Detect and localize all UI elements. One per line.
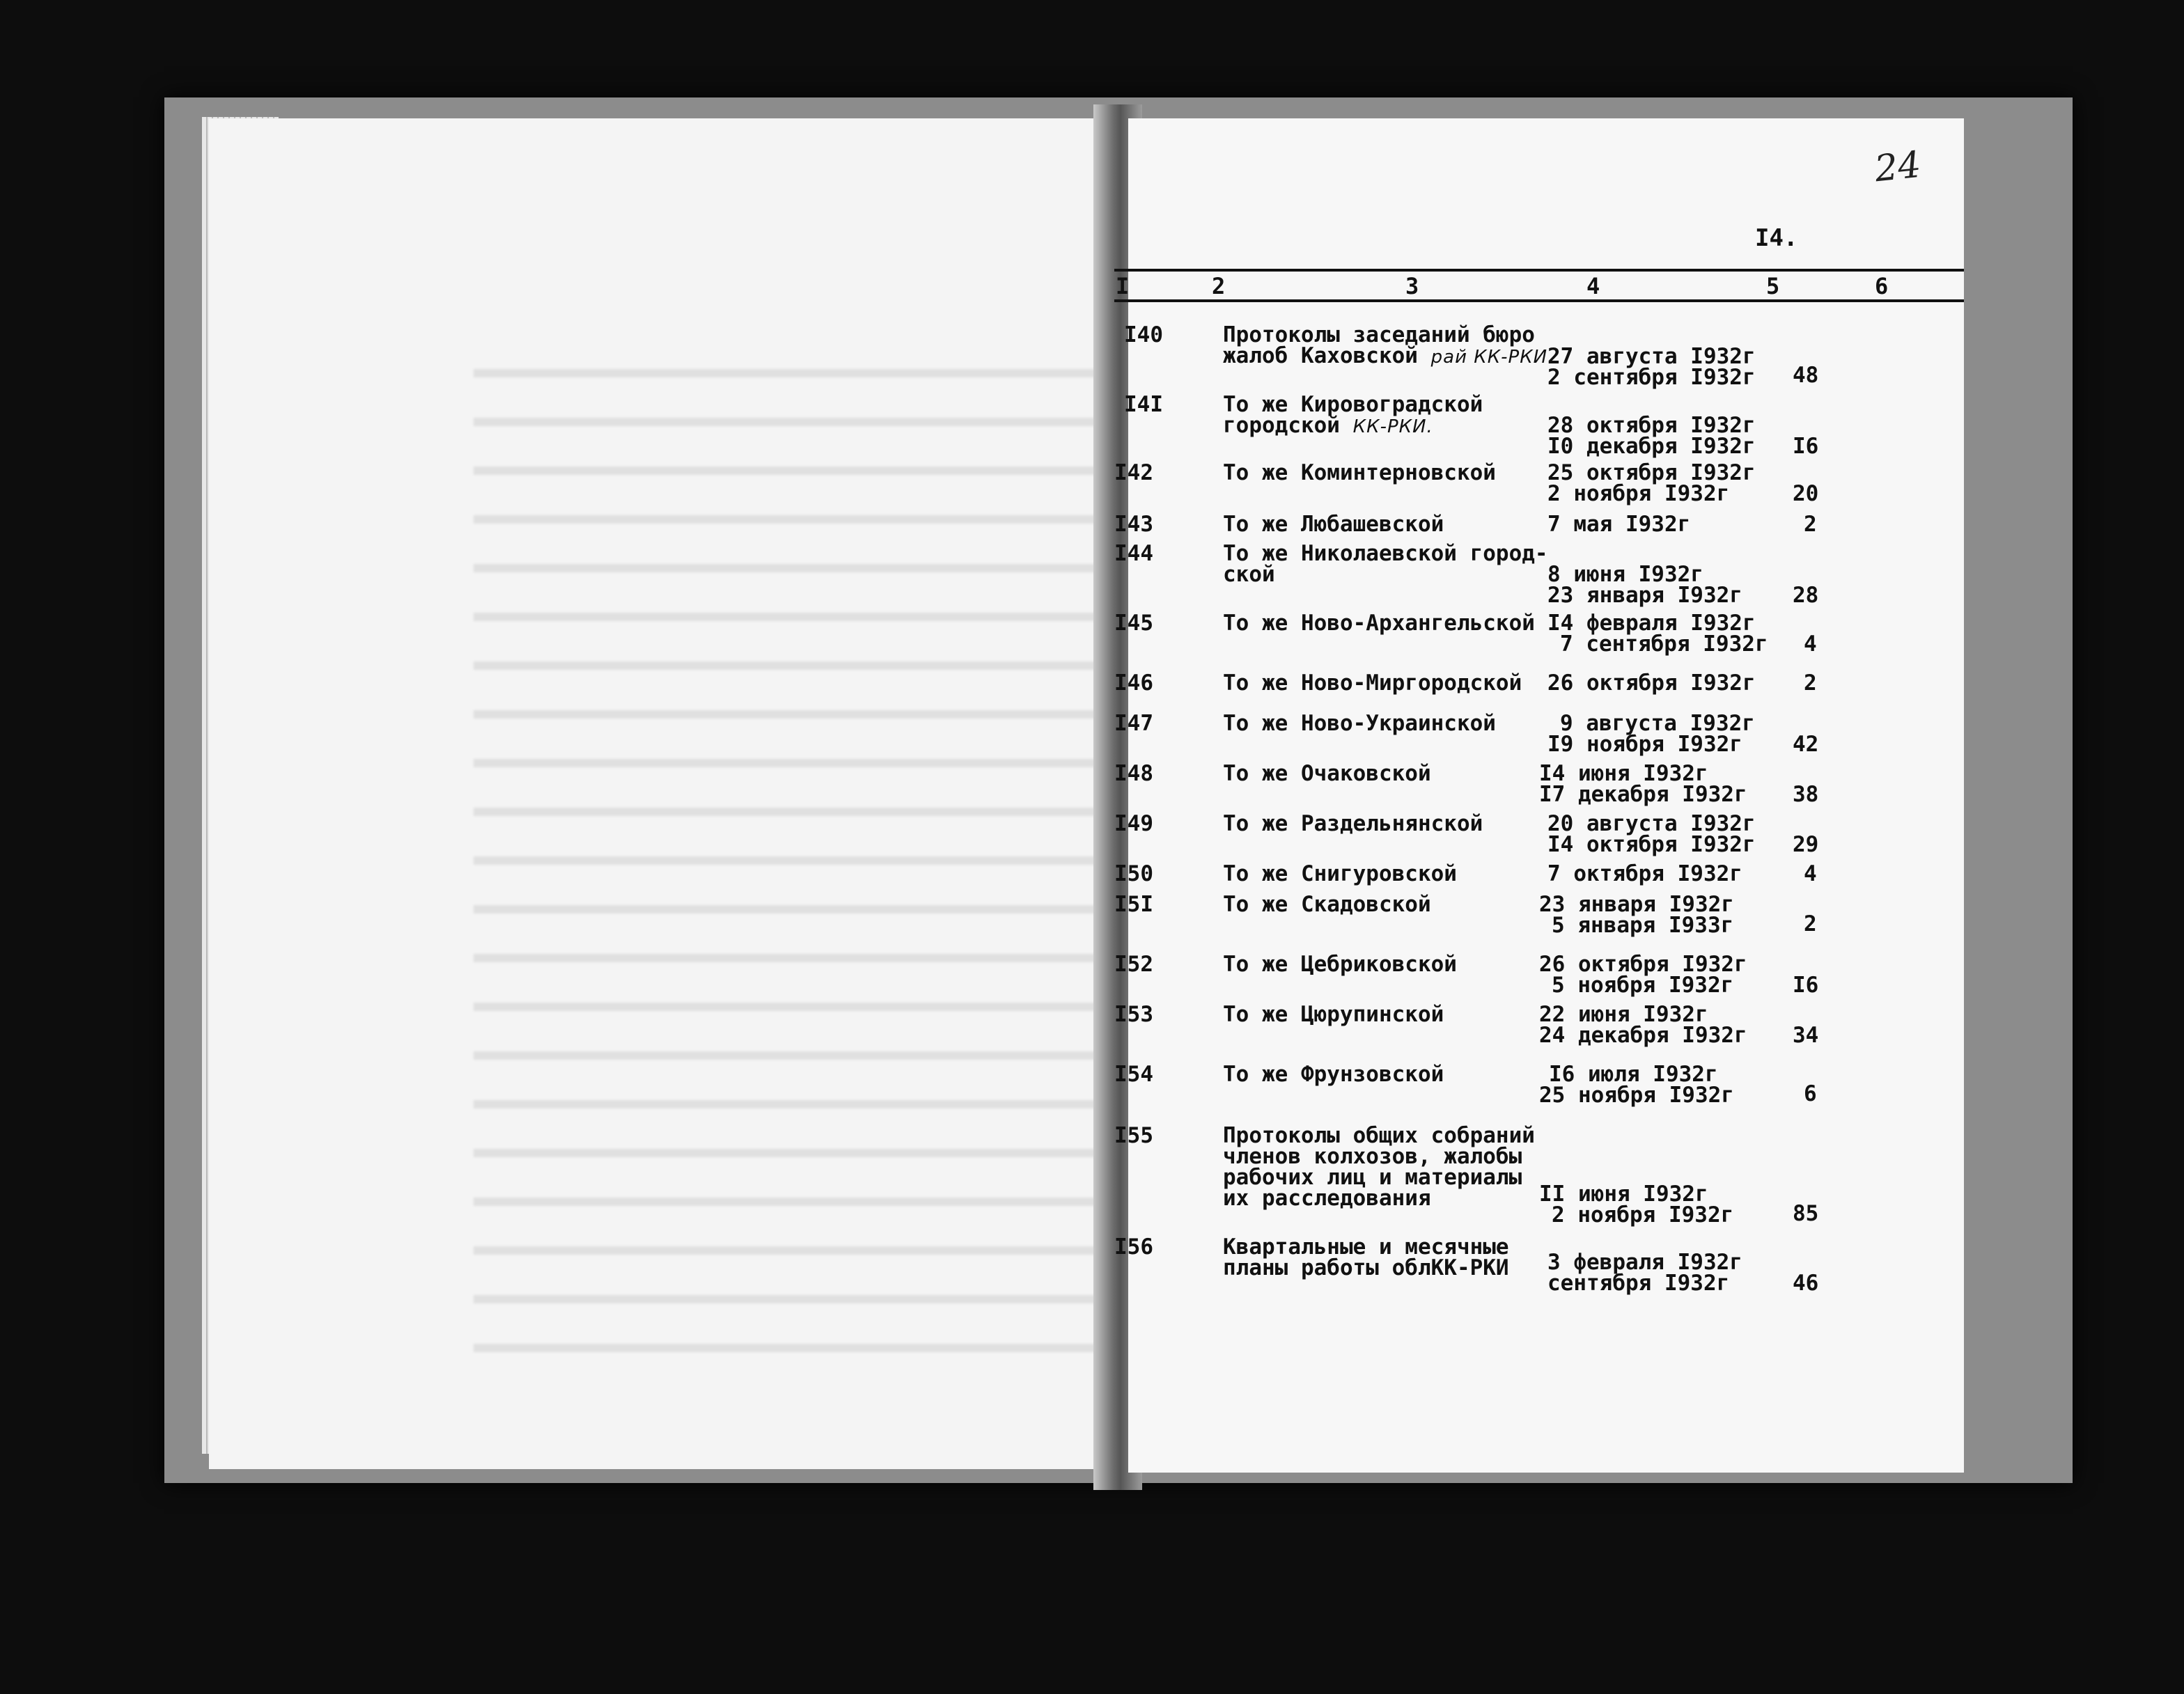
row-dates	[1547, 611, 1768, 657]
row-count: 48	[1793, 363, 1819, 388]
col-header-2: 2	[1212, 273, 1226, 299]
date-line: 24 декабря I932г	[1539, 1023, 1747, 1048]
description-line: То же Цебриковской	[1223, 952, 1457, 977]
row-description	[1223, 1125, 1535, 1209]
description-line: планы работы облКК-РКИ	[1223, 1255, 1509, 1280]
description-line: их расследования	[1223, 1186, 1431, 1211]
row-dates	[1547, 346, 1756, 388]
date-line: II июня I932г	[1539, 1182, 1708, 1207]
handwritten-note: рай КК-РКИ	[1430, 347, 1548, 368]
date-line: 20 августа I932г	[1547, 811, 1756, 836]
date-line: сентября I932г	[1547, 1271, 1730, 1296]
row-description	[1223, 324, 1547, 368]
row-dates	[1547, 514, 1690, 535]
description-line: членов колхозов, жалобы	[1223, 1144, 1522, 1169]
row-description	[1223, 954, 1457, 975]
row-number: I42	[1114, 460, 1153, 485]
description-line: То же Николаевской город-	[1223, 541, 1548, 566]
description-line: То же Любашевской	[1223, 512, 1444, 537]
row-description	[1223, 763, 1431, 784]
description-line: Протоколы общих собраний	[1223, 1123, 1535, 1148]
date-line: I7 декабря I932г	[1539, 782, 1747, 807]
handwritten-note: КК-РКИ.	[1352, 416, 1433, 437]
row-description	[1223, 670, 1522, 696]
date-line: 9 августа I932г	[1560, 711, 1755, 736]
description-line: То же Скадовской	[1223, 892, 1431, 917]
description-line: То же Коминтерновской	[1223, 460, 1496, 485]
row-number: I5I	[1114, 892, 1153, 917]
date-line: 26 октября I932г	[1547, 670, 1756, 696]
row-count: 2	[1804, 670, 1817, 696]
row-count: 46	[1793, 1271, 1819, 1296]
date-line: I4 октября I932г	[1547, 832, 1756, 857]
date-line: I6 июля I932г	[1549, 1062, 1718, 1087]
date-line: 25 ноября I932г	[1539, 1083, 1734, 1108]
description-line: городской	[1223, 413, 1340, 438]
row-number: I43	[1114, 512, 1153, 537]
description-line: То же Снигуровской	[1223, 861, 1457, 886]
row-count: 6	[1804, 1081, 1817, 1106]
bleed-through-text	[474, 341, 1114, 1386]
row-dates	[1539, 1182, 1734, 1228]
date-line: 26 октября I932г	[1539, 952, 1747, 977]
date-line: 27 августа I932г	[1547, 344, 1756, 369]
row-dates	[1547, 863, 1742, 884]
col-header-3: 3	[1405, 273, 1419, 299]
row-number: I52	[1114, 952, 1153, 977]
date-line: 2 ноября I932г	[1547, 481, 1730, 506]
row-count: 2	[1804, 512, 1817, 537]
description-line: То же Ново-Архангельской	[1223, 611, 1535, 636]
row-count: 38	[1793, 782, 1819, 807]
date-line: 5 ноября I932г	[1552, 973, 1734, 998]
date-line: I4 июня I932г	[1539, 761, 1708, 786]
date-line: 3 февраля I932г	[1547, 1250, 1742, 1275]
row-dates	[1539, 1064, 1734, 1106]
col-header-5: 5	[1766, 273, 1780, 299]
row-count: 4	[1804, 632, 1817, 657]
row-number: I55	[1114, 1123, 1153, 1148]
date-line: I0 декабря I932г	[1547, 434, 1756, 459]
row-description	[1223, 1004, 1444, 1025]
date-line: I9 ноября I932г	[1547, 732, 1742, 757]
col-header-6: 6	[1875, 273, 1889, 299]
date-line: 28 октября I932г	[1547, 413, 1756, 438]
row-description	[1223, 613, 1535, 634]
date-line: 2 ноября I932г	[1552, 1202, 1734, 1228]
col-header-1: I	[1116, 273, 1130, 299]
row-dates	[1547, 462, 1756, 504]
row-number: I47	[1114, 711, 1153, 736]
date-line: 8 июня I932г	[1547, 562, 1703, 587]
date-line: 5 января I933г	[1552, 913, 1734, 938]
row-number: I48	[1114, 761, 1153, 786]
page-number: I4.	[1755, 224, 1798, 252]
row-dates	[1539, 954, 1747, 996]
row-number: I40	[1124, 322, 1163, 347]
row-number: I44	[1114, 541, 1153, 566]
description-line: Протоколы заседаний бюро	[1223, 322, 1535, 347]
row-dates	[1547, 713, 1755, 755]
left-page-blank	[209, 118, 1114, 1469]
row-count: 20	[1793, 481, 1819, 506]
description-line: То же Очаковской	[1223, 761, 1431, 786]
row-description	[1223, 514, 1444, 535]
row-number: I53	[1114, 1002, 1153, 1027]
row-dates	[1539, 894, 1734, 936]
date-line: 25 октября I932г	[1547, 460, 1756, 485]
row-number: I4I	[1124, 392, 1163, 417]
row-description	[1223, 713, 1496, 734]
col-header-4: 4	[1586, 273, 1600, 299]
description-line: То же Кировоградской	[1223, 392, 1483, 417]
row-dates	[1547, 1252, 1742, 1294]
row-description	[1223, 863, 1457, 884]
row-count: 42	[1793, 732, 1819, 757]
row-number: I46	[1114, 670, 1153, 696]
description-line: рабочих лиц и материалы	[1223, 1165, 1522, 1190]
row-number: I50	[1114, 861, 1153, 886]
row-number: I54	[1114, 1062, 1153, 1087]
row-description	[1223, 394, 1483, 437]
row-count: 29	[1793, 832, 1819, 857]
description-line: То же Раздельнянской	[1223, 811, 1483, 836]
date-line: 7 октября I932г	[1547, 861, 1742, 886]
description-line: Квартальные и месячные	[1223, 1234, 1509, 1260]
date-line: 7 сентября I932г	[1560, 632, 1768, 657]
row-description	[1223, 894, 1431, 915]
leaf-number: 24	[1873, 143, 1924, 191]
row-number: I45	[1114, 611, 1153, 636]
row-count: 34	[1793, 1023, 1819, 1048]
row-description	[1223, 1234, 1509, 1280]
row-number: I49	[1114, 811, 1153, 836]
date-line: 22 июня I932г	[1539, 1002, 1708, 1027]
description-line: жалоб Каховской	[1223, 343, 1418, 368]
row-count: I6	[1793, 973, 1819, 998]
row-description	[1223, 462, 1496, 483]
row-dates	[1547, 670, 1756, 696]
row-description	[1223, 813, 1483, 834]
row-dates	[1547, 564, 1742, 606]
row-description	[1223, 543, 1548, 585]
date-line: 23 января I932г	[1539, 892, 1734, 917]
row-description	[1223, 1064, 1444, 1085]
description-line: То же Фрунзовской	[1223, 1062, 1444, 1087]
row-dates	[1539, 763, 1747, 805]
row-count: 4	[1804, 861, 1817, 886]
row-count: I6	[1793, 434, 1819, 459]
date-line: 7 мая I932г	[1547, 512, 1691, 537]
date-line: I4 февраля I932г	[1547, 611, 1756, 636]
description-line: То же Цюрупинской	[1223, 1002, 1444, 1027]
description-line: ской	[1223, 562, 1275, 587]
row-count: 85	[1793, 1201, 1819, 1226]
row-number: I56	[1114, 1234, 1153, 1260]
row-dates	[1539, 1004, 1747, 1046]
header-rule-top	[1114, 269, 1964, 272]
row-dates	[1547, 813, 1756, 855]
row-dates	[1547, 415, 1756, 457]
header-rule-bottom	[1114, 299, 1964, 302]
description-line: То же Ново-Миргородской	[1223, 670, 1522, 696]
date-line: 23 января I932г	[1547, 583, 1742, 608]
row-count: 2	[1804, 911, 1817, 936]
description-line: То же Ново-Украинской	[1223, 711, 1496, 736]
row-count: 28	[1793, 583, 1819, 608]
date-line: 2 сентября I932г	[1547, 365, 1756, 390]
